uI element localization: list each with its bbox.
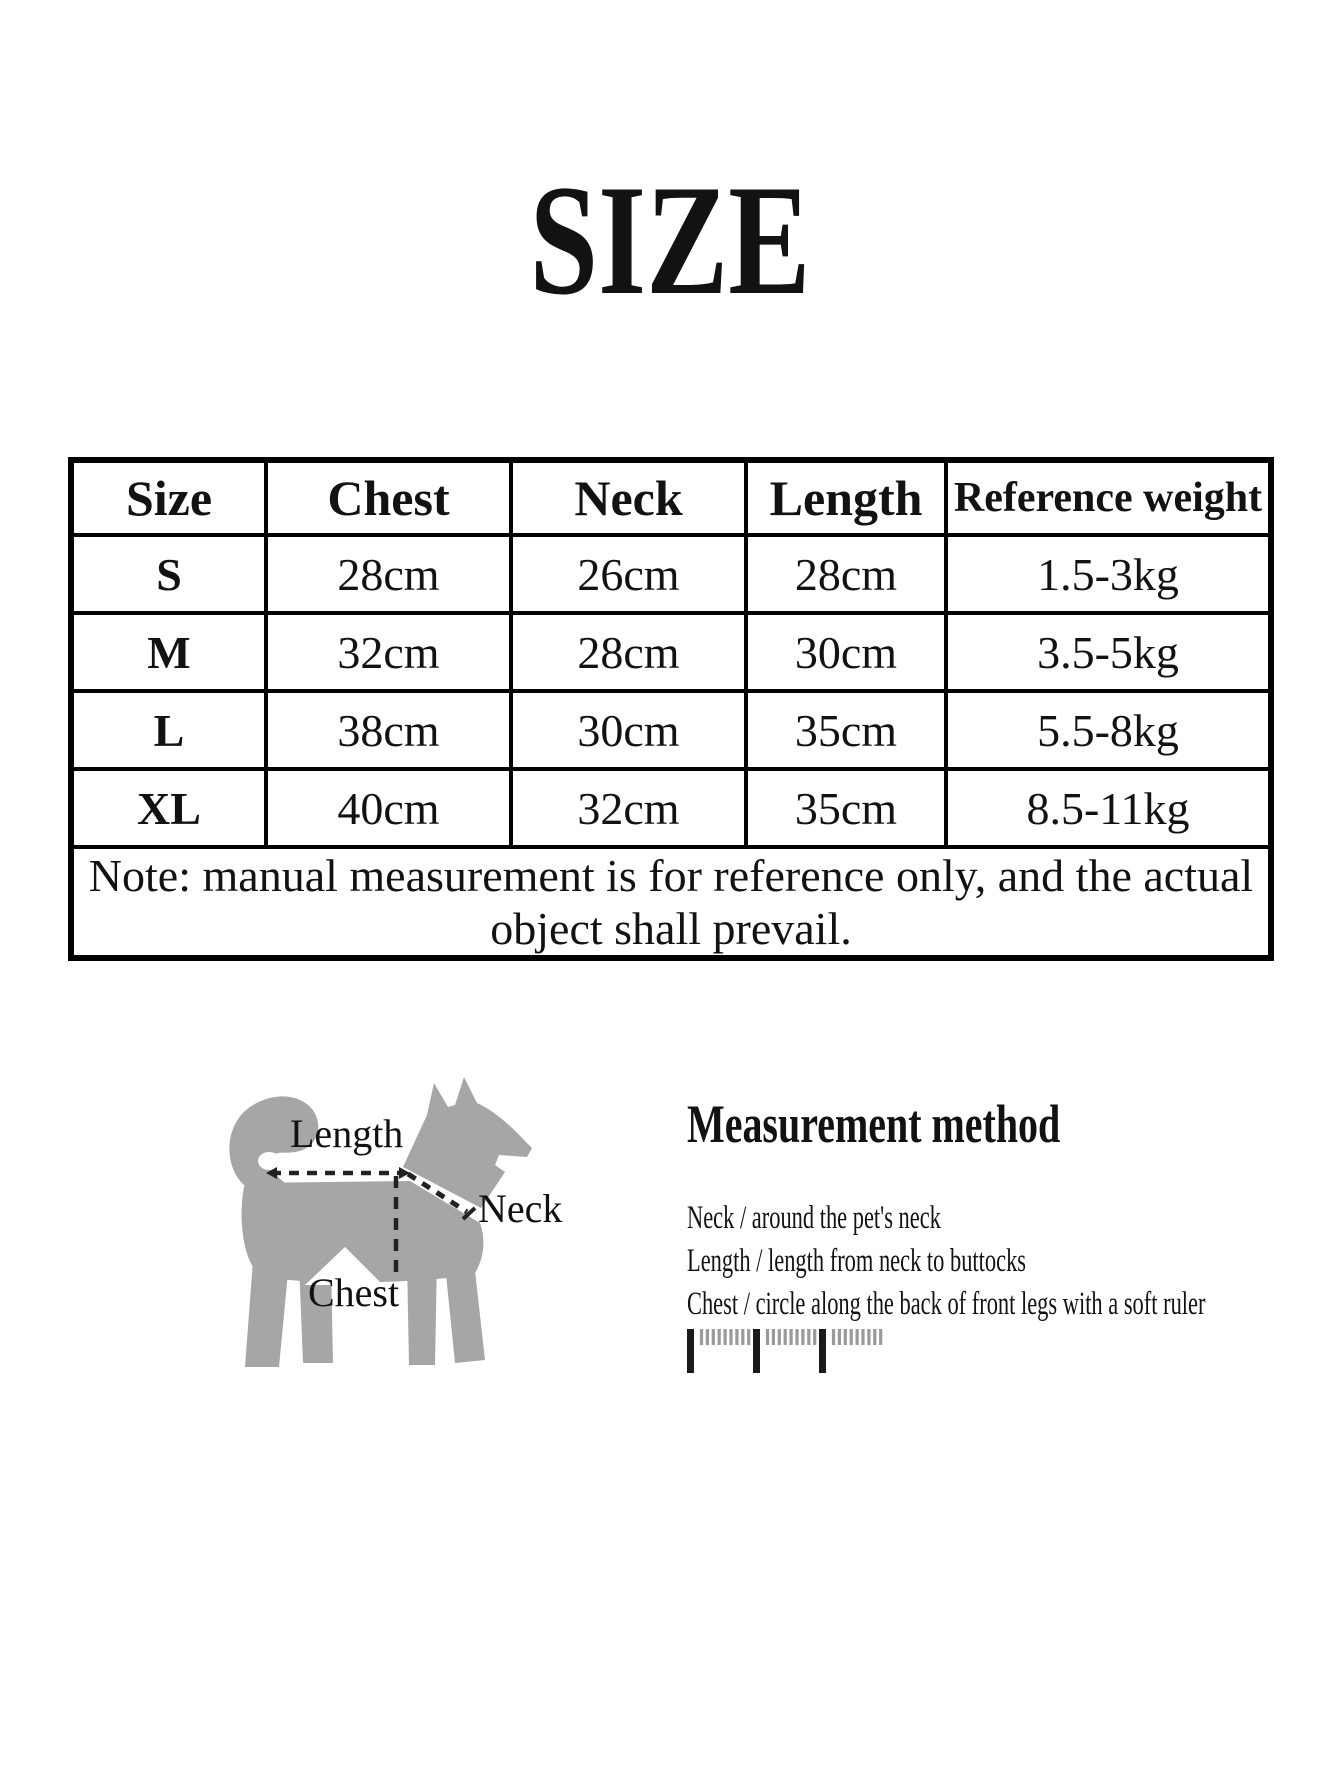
cell-size: M (71, 613, 266, 691)
table-row-m (71, 613, 1271, 691)
cell-weight: 3.5-5kg (946, 613, 1271, 691)
cell-length: 35cm (746, 691, 946, 769)
cell-neck: 32cm (511, 769, 746, 847)
table-note-row (71, 847, 1271, 958)
col-header-weight: Reference weight (946, 460, 1271, 535)
cell-length: 30cm (746, 613, 946, 691)
cell-length: 28cm (746, 535, 946, 613)
measurement-item-chest: Chest / circle along the back of front legs with a soft ruler (687, 1286, 1206, 1322)
table-note: Note: manual measurement is for reference only, and the actual object shall prevail. (71, 847, 1271, 958)
cell-size: XL (71, 769, 266, 847)
cell-neck: 30cm (511, 691, 746, 769)
cell-chest: 40cm (266, 769, 511, 847)
cell-size: S (71, 535, 266, 613)
label-neck: Neck (478, 1186, 563, 1231)
table-row-s (71, 535, 1271, 613)
cell-weight: 1.5-3kg (946, 535, 1271, 613)
measurement-item-length: Length / length from neck to buttocks (687, 1243, 1027, 1279)
col-header-length: Length (746, 460, 946, 535)
table-row-xl (71, 769, 1271, 847)
cell-size: L (71, 691, 266, 769)
ruler-icon (687, 1329, 883, 1377)
measurement-item-neck: Neck / around the pet's neck (687, 1200, 941, 1236)
measurement-heading: Measurement method (687, 1094, 1061, 1154)
cell-neck: 26cm (511, 535, 746, 613)
col-header-neck: Neck (511, 460, 746, 535)
table-row-l (71, 691, 1271, 769)
page-title: SIZE (529, 153, 811, 328)
cell-weight: 5.5-8kg (946, 691, 1271, 769)
cell-chest: 32cm (266, 613, 511, 691)
cell-weight: 8.5-11kg (946, 769, 1271, 847)
label-length: Length (290, 1111, 404, 1156)
cell-chest: 38cm (266, 691, 511, 769)
size-table (68, 457, 1274, 961)
label-chest: Chest (308, 1270, 400, 1315)
size-table-header-row (71, 460, 1271, 535)
col-header-chest: Chest (266, 460, 511, 535)
cell-chest: 28cm (266, 535, 511, 613)
cell-neck: 28cm (511, 613, 746, 691)
cell-length: 35cm (746, 769, 946, 847)
col-header-size: Size (71, 460, 266, 535)
